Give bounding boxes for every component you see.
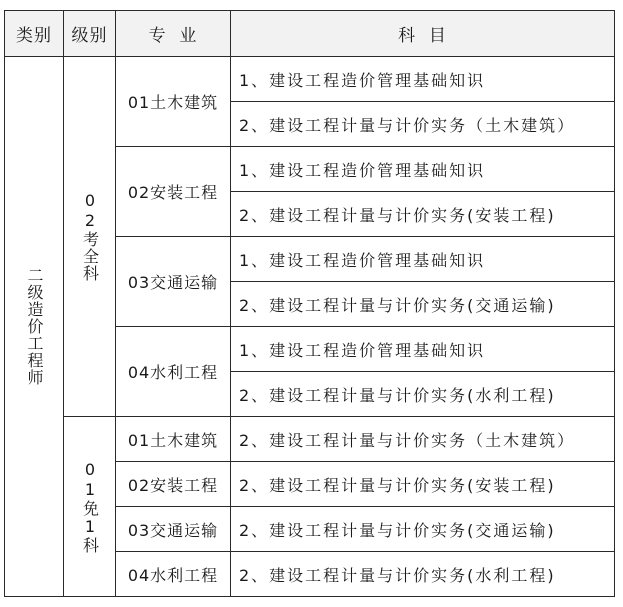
subject-cell: 1、建设工程造价管理基础知识: [231, 237, 615, 282]
level-cell: [64, 417, 116, 597]
category-cell: [5, 57, 64, 597]
major-cell: 03交通运输: [116, 507, 231, 552]
subject-cell: 2、建设工程计量与计价实务(水利工程): [231, 372, 615, 417]
table-row: [5, 57, 615, 102]
subject-cell: 2、建设工程计量与计价实务（土木建筑）: [231, 102, 615, 147]
header-major: 专 业: [116, 11, 231, 57]
subject-cell: 2、建设工程计量与计价实务(安装工程): [231, 462, 615, 507]
category-label: 二级造价工程师: [25, 267, 44, 386]
level-cell: [64, 57, 116, 417]
major-cell: 04水利工程: [116, 327, 231, 417]
major-cell: 04水利工程: [116, 552, 231, 597]
header-category: 类别: [5, 11, 64, 57]
subject-cell: 2、建设工程计量与计价实务(安装工程): [231, 192, 615, 237]
major-cell: 02安装工程: [116, 462, 231, 507]
level-label: 02考全科: [80, 191, 100, 282]
major-cell: 01土木建筑: [116, 57, 231, 147]
level-label: 01免1科: [80, 459, 100, 554]
subject-cell: 2、建设工程计量与计价实务(水利工程): [231, 552, 615, 597]
header-subject: 科 目: [231, 11, 615, 57]
major-cell: 01土木建筑: [116, 417, 231, 462]
major-cell: 03交通运输: [116, 237, 231, 327]
major-cell: 02安装工程: [116, 147, 231, 237]
header-row: [5, 11, 615, 57]
exam-subjects-table: [4, 10, 615, 597]
subject-cell: 1、建设工程造价管理基础知识: [231, 147, 615, 192]
subject-cell: 2、建设工程计量与计价实务(交通运输): [231, 507, 615, 552]
subject-cell: 2、建设工程计量与计价实务(交通运输): [231, 282, 615, 327]
table-row: [5, 417, 615, 462]
subject-cell: 1、建设工程造价管理基础知识: [231, 327, 615, 372]
subject-cell: 1、建设工程造价管理基础知识: [231, 57, 615, 102]
subject-cell: 2、建设工程计量与计价实务（土木建筑）: [231, 417, 615, 462]
header-level: 级别: [64, 11, 116, 57]
